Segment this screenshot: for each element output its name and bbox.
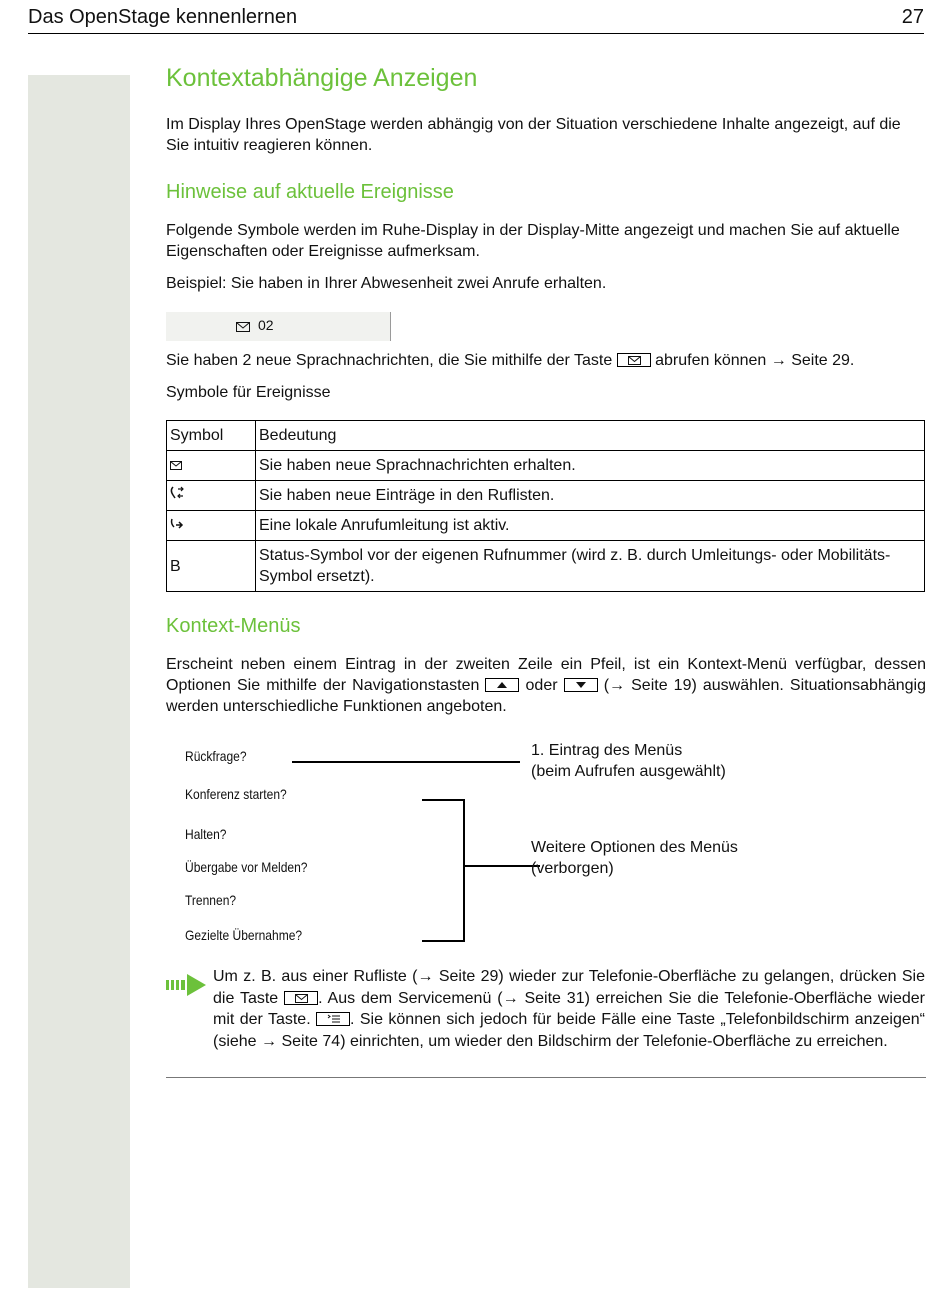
events-title: Hinweise auf aktuelle Ereignisse	[166, 181, 454, 203]
note-text-5: . Sie können sich jedoch für beide Fälle eine Taste „Telefonbildschirm anzeigen“ (siehe	[213, 1011, 925, 1050]
context-paragraph	[166, 654, 926, 717]
table-row	[167, 451, 925, 481]
note-text-2: Seite 29) wieder zur Telefonie-Oberfläche zu gelangen, drücken Sie die Taste	[213, 968, 926, 1007]
callout-first-line1: 1. Eintrag des Menüs	[531, 742, 683, 759]
service-menu-key	[316, 1012, 350, 1026]
triangle-up-icon	[497, 682, 507, 688]
display-count: 02	[258, 317, 274, 333]
events-p3-text-b: abrufen können	[650, 352, 771, 369]
callout-line-more	[465, 865, 540, 867]
note-rule	[166, 1077, 926, 1078]
running-header-title: Das OpenStage kennenlernen	[28, 6, 298, 28]
bracket-bottom	[422, 940, 465, 942]
table-header-meaning: Bedeutung	[256, 421, 925, 451]
table-cell-symbol: B	[167, 541, 256, 592]
table-caption	[166, 382, 926, 403]
arrow-right-icon: →	[417, 968, 434, 985]
intro-text: Im Display Ihres OpenStage werden abhängig von der Situation verschiedene Inhalte angezeigt, auf die Sie intuitiv reagieren können.	[166, 116, 901, 154]
triangle-down-icon	[576, 682, 586, 688]
events-p2-text: Beispiel: Sie haben in Ihrer Abwesenheit zwei Anrufe erhalten.	[166, 275, 607, 292]
events-heading-block	[166, 182, 926, 203]
context-p1-text-b: oder	[519, 677, 564, 694]
context-p1-text-d: Seite 19) auswählen. Situationsabhängig werden unterschiedliche Funktionen angeboten.	[166, 677, 927, 715]
events-p3-text-a: Sie haben 2 neue Sprachnachrichten, die Sie mithilfe der Taste	[166, 352, 617, 369]
callout-first-entry	[531, 740, 726, 782]
call-list-icon	[170, 486, 184, 500]
bracket-vertical	[463, 799, 465, 942]
context-title: Kontext-Menüs	[166, 615, 301, 637]
events-paragraph-2	[166, 273, 926, 294]
menu-item: Halten?	[185, 826, 227, 842]
intro-paragraph	[166, 114, 926, 156]
events-paragraph-1	[166, 220, 926, 262]
envelope-key-icon	[295, 994, 308, 1003]
callout-first-line2: (beim Aufrufen ausgewählt)	[531, 763, 726, 780]
table-cell-symbol	[167, 451, 256, 481]
symbols-table	[166, 420, 925, 592]
menu-item: Konferenz starten?	[185, 786, 287, 802]
table-header-symbol: Symbol	[167, 421, 256, 451]
note-text-1: Um z. B. aus einer Rufliste (	[213, 968, 418, 985]
table-cell-meaning: Eine lokale Anrufumleitung ist aktiv.	[256, 511, 925, 541]
arrow-right-icon: →	[770, 352, 787, 369]
call-forwarding-icon	[170, 518, 184, 530]
callout-more-line1: Weitere Optionen des Menüs	[531, 839, 738, 856]
note-arrow-icon	[166, 972, 208, 998]
table-row	[167, 481, 925, 511]
events-p3-text-c: Seite 29.	[786, 352, 855, 369]
table-cell-meaning: Sie haben neue Einträge in den Ruflisten.	[256, 481, 925, 511]
table-cell-meaning: Sie haben neue Sprachnachrichten erhalten.	[256, 451, 925, 481]
voicemail-envelope-icon	[236, 322, 250, 332]
header-rule	[28, 33, 924, 34]
page-number: 27	[901, 6, 924, 28]
events-paragraph-3	[166, 350, 926, 371]
callout-more-line2: (verborgen)	[531, 860, 614, 877]
bracket-top	[422, 799, 465, 801]
section-heading-block	[166, 64, 926, 92]
messages-key	[284, 991, 318, 1005]
note-text-3: . Aus dem Servicemenü (	[318, 989, 503, 1007]
callout-line-first	[292, 761, 520, 763]
menu-lines-icon	[327, 1014, 341, 1025]
nav-down-key	[564, 678, 598, 692]
margin-sidebar	[28, 75, 130, 1288]
table-header-row	[167, 421, 925, 451]
note-text-4: Seite 31) erreichen Sie die Telefonie-Oberfläche wieder mit der Taste.	[213, 989, 926, 1028]
table-cell-meaning: Status-Symbol vor der eigenen Rufnummer (wird z. B. durch Umleitungs- oder Mobilitäts-Symbol ersetzt).	[256, 541, 925, 592]
table-cell-symbol	[167, 511, 256, 541]
arrow-right-icon: →	[609, 677, 626, 694]
context-heading-block	[166, 616, 926, 637]
note-paragraph	[213, 966, 925, 1052]
events-p1-text: Folgende Symbole werden im Ruhe-Display in der Display-Mitte angezeigt und machen Sie auf aktuelle Eigenschaften oder Ereignisse aufmerksam.	[166, 222, 900, 260]
menu-item: Trennen?	[185, 892, 237, 908]
voicemail-envelope-icon	[170, 461, 182, 470]
display-example	[166, 312, 391, 341]
menu-item: Gezielte Übernahme?	[185, 927, 303, 943]
table-row	[167, 541, 925, 592]
callout-more-options	[531, 837, 738, 879]
menu-item: Rückfrage?	[185, 748, 247, 764]
context-p1-text-a: Erscheint neben einem Eintrag in der zweiten Zeile ein Pfeil, ist ein Kontext-Menü verfügbar, dessen Optionen Sie mithilfe der Navigationstasten	[166, 656, 926, 694]
arrow-right-icon: →	[261, 1032, 278, 1050]
menu-item: Übergabe vor Melden?	[185, 859, 308, 875]
section-title: Kontextabhängige Anzeigen	[166, 64, 478, 92]
messages-key	[617, 353, 651, 367]
context-p1-text-c: (	[597, 677, 610, 694]
note-text-6: Seite 74) einrichten, um wieder den Bildschirm der Telefonie-Oberfläche zu erreichen.	[277, 1032, 888, 1050]
nav-up-key	[485, 678, 519, 692]
table-row	[167, 511, 925, 541]
envelope-key-icon	[628, 356, 641, 365]
arrow-right-icon: →	[502, 989, 519, 1007]
table-cell-symbol	[167, 481, 256, 511]
table-caption-text: Symbole für Ereignisse	[166, 384, 331, 401]
